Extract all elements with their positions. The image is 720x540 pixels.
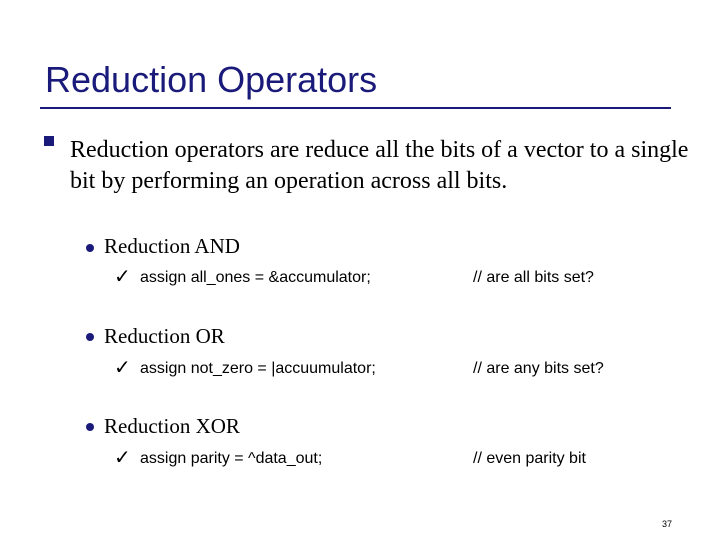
item-heading-xor: Reduction XOR [104,414,240,438]
round-bullet-icon [86,244,94,252]
code-comment-and: // are all bits set? [473,269,594,286]
code-line-or: assign not_zero = |accuumulator; [140,360,376,377]
code-line-and: assign all_ones = &accumulator; [140,269,371,286]
checkmark-icon: ✓ [114,445,131,469]
code-line-xor: assign parity = ^data_out; [140,450,323,467]
main-bullet-text: Reduction operators are reduce all the bits of a vector to a single bit by performing an operation across all bits. [70,137,689,194]
title-divider [40,107,671,109]
item-heading-and: Reduction AND [104,234,240,258]
code-comment-or: // are any bits set? [473,360,604,377]
code-comment-xor: // even parity bit [473,450,586,467]
round-bullet-icon [86,333,94,341]
checkmark-icon: ✓ [114,264,131,288]
item-heading-or: Reduction OR [104,324,225,348]
round-bullet-icon [86,423,94,431]
square-bullet-icon [44,136,54,146]
page-number: 37 [662,519,673,529]
slide-title: Reduction Operators [45,59,378,100]
checkmark-icon: ✓ [114,355,131,379]
